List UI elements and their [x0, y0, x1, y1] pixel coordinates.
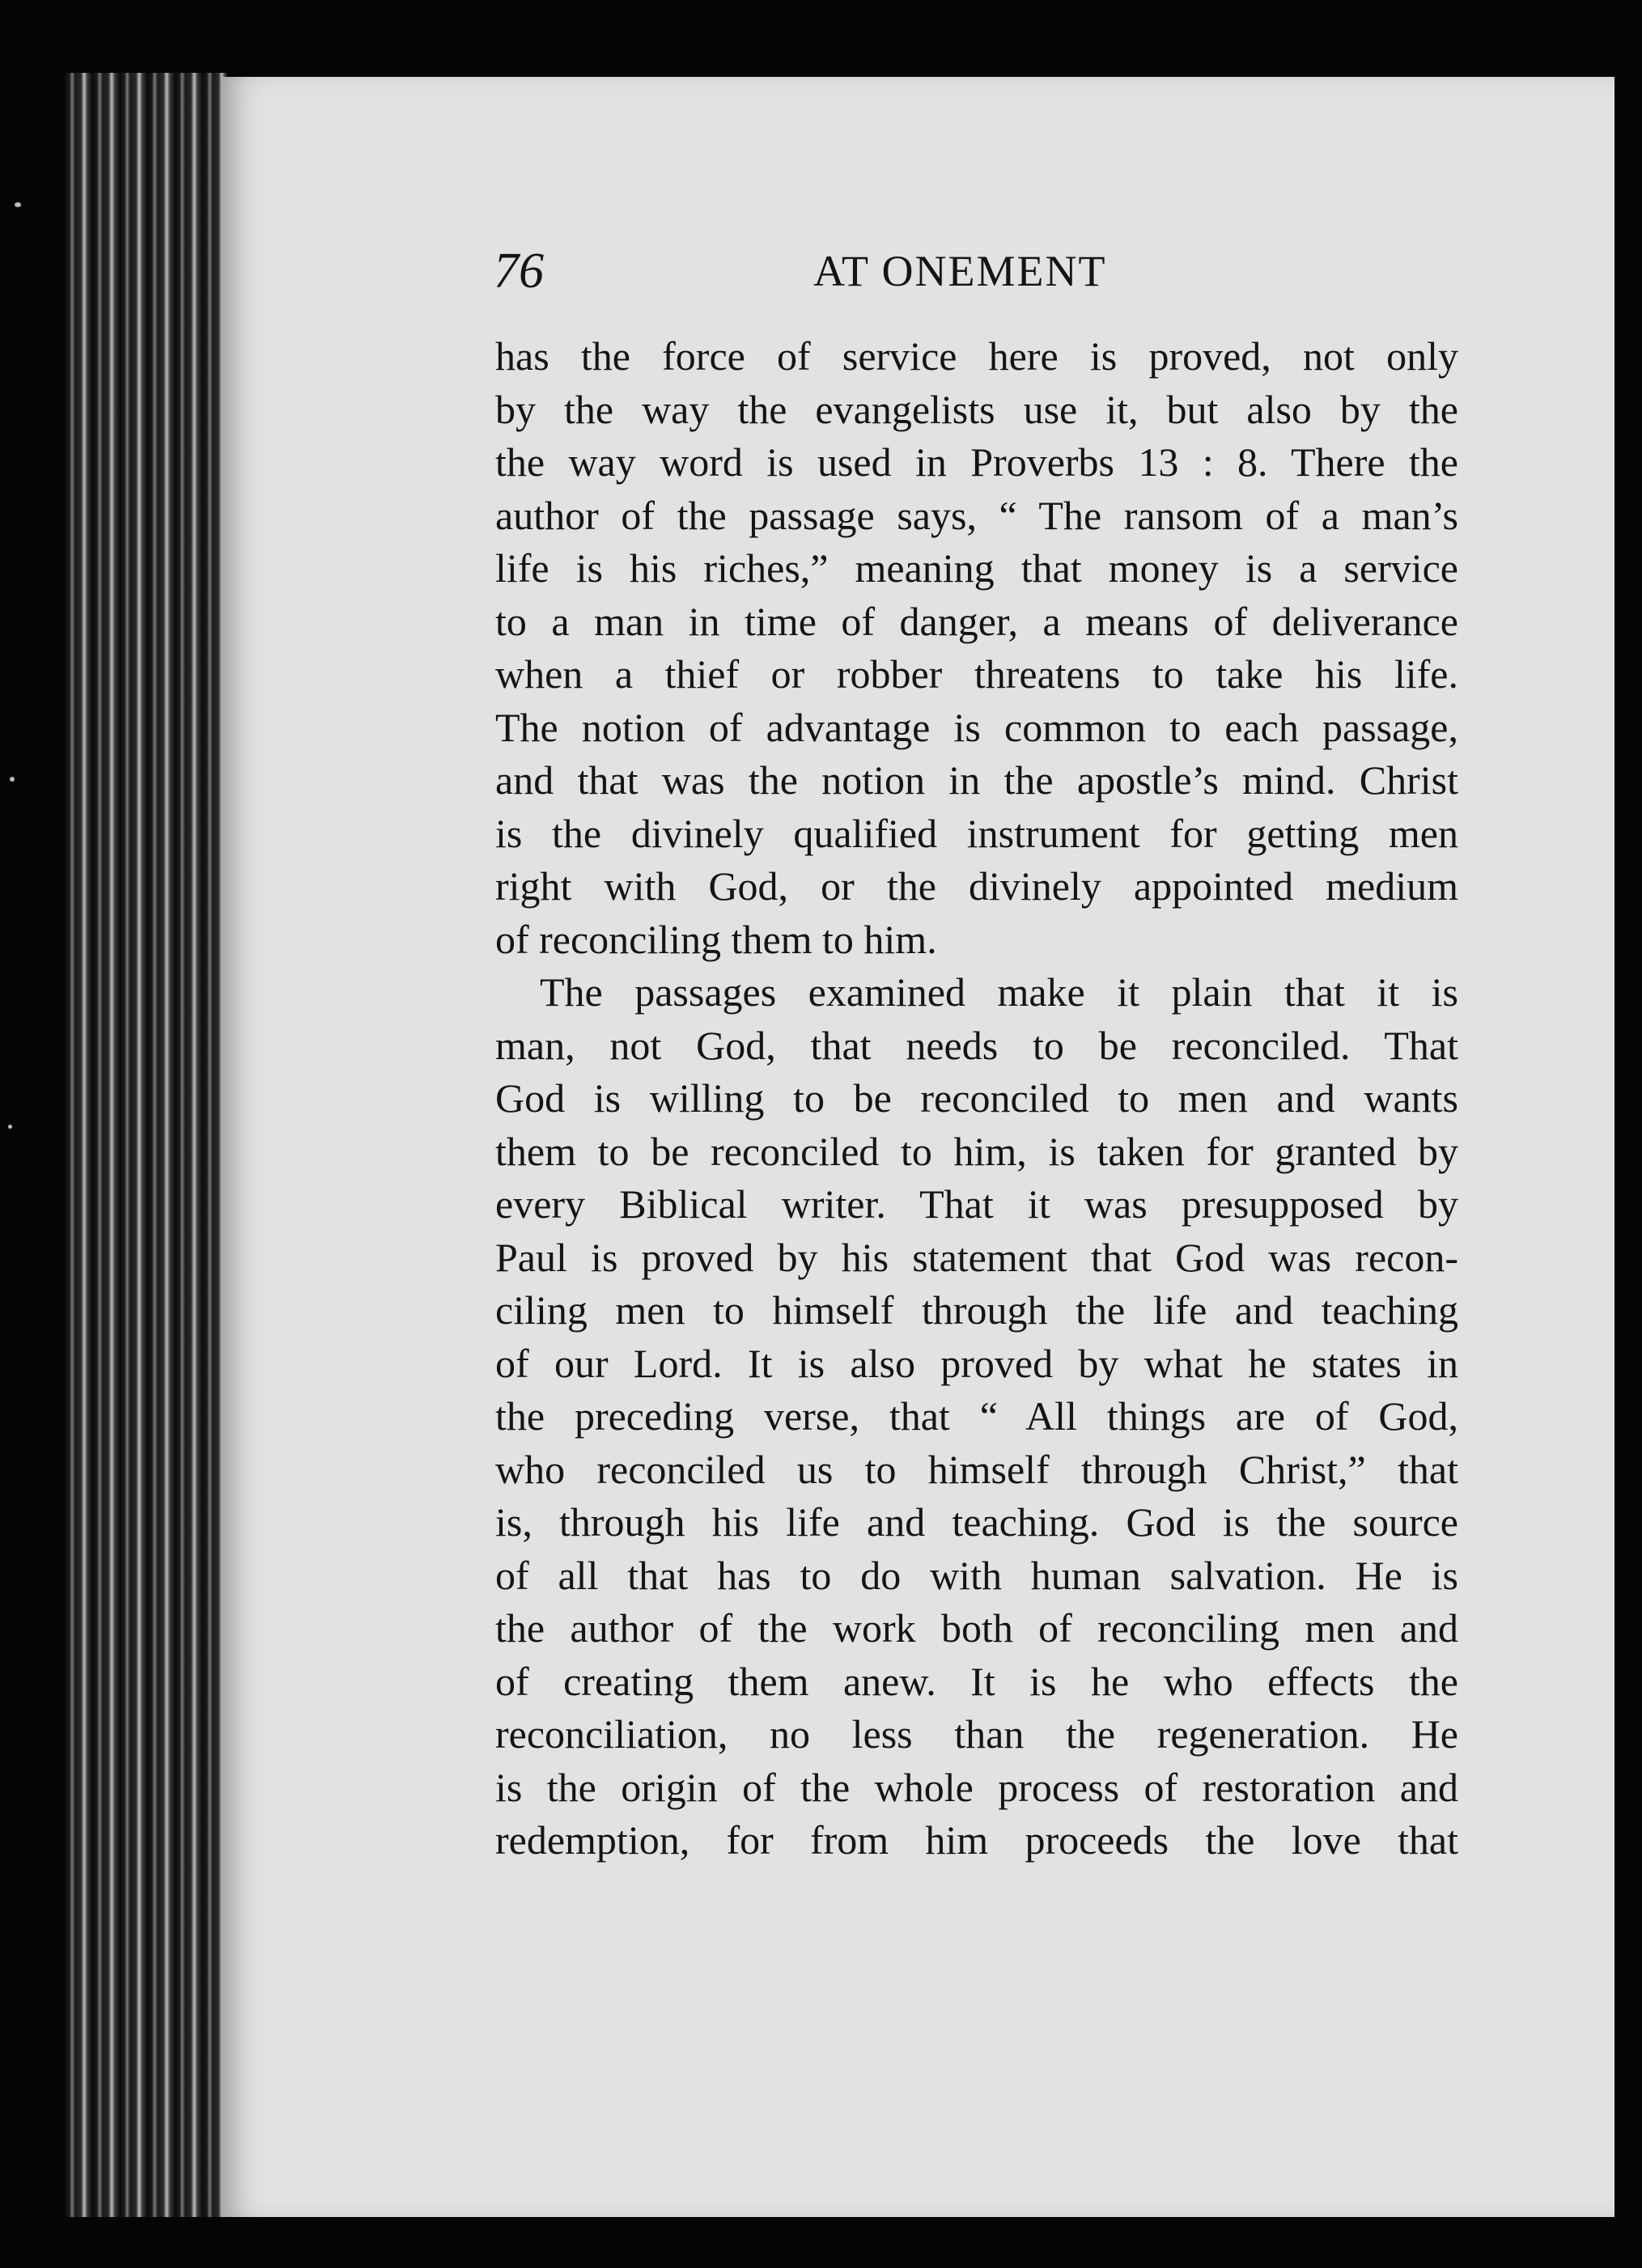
text-line: author of the passage says, “ The ransom of a man’s	[495, 492, 1458, 538]
page-number: 76	[494, 244, 544, 299]
text-line: Paul is proved by his statement that God was recon-	[495, 1234, 1458, 1280]
paragraph	[495, 330, 1458, 966]
body-text	[495, 330, 1458, 1867]
text-line: The notion of advantage is common to each passage,	[495, 704, 1458, 750]
text-line: redemption, for from him proceeds the love that	[495, 1817, 1458, 1863]
text-line: is the origin of the whole process of restoration and	[495, 1764, 1458, 1810]
text-line: by the way the evangelists use it, but also by the	[495, 386, 1458, 432]
text-line: The passages examined make it plain that it is	[540, 969, 1458, 1015]
text-line: them to be reconciled to him, is taken for granted by	[495, 1128, 1458, 1174]
text-line: the way word is used in Proverbs 13 : 8. There the	[495, 439, 1458, 485]
text-line: of reconciling them to him.	[495, 916, 937, 962]
text-line: the author of the work both of reconciling men and	[495, 1605, 1458, 1651]
text-line: of our Lord. It is also proved by what he states in	[495, 1340, 1458, 1386]
text-line: reconciliation, no less than the regeneration. He	[495, 1711, 1458, 1757]
text-line: when a thief or robber threatens to take his life.	[495, 651, 1458, 697]
running-title: AT ONEMENT	[813, 247, 1107, 295]
text-line: the preceding verse, that “ All things are of God,	[495, 1393, 1458, 1439]
text-line: God is willing to be reconciled to men and wants	[495, 1075, 1458, 1121]
text-line: who reconciled us to himself through Christ,” that	[495, 1446, 1458, 1492]
dust-speck	[10, 777, 15, 782]
book-spine	[65, 73, 227, 2217]
text-line: to a man in time of danger, a means of deliverance	[495, 598, 1458, 644]
text-line: has the force of service here is proved, not only	[495, 333, 1458, 379]
text-line: of all that has to do with human salvation. He is	[495, 1552, 1458, 1598]
dust-speck	[8, 1125, 12, 1129]
text-line: of creating them anew. It is he who effects the	[495, 1658, 1458, 1704]
paragraph	[495, 966, 1458, 1867]
text-line: right with God, or the divinely appointed medium	[495, 863, 1458, 909]
dust-speck	[15, 202, 21, 207]
text-line: and that was the notion in the apostle’s mind. Christ	[495, 757, 1458, 803]
running-header	[494, 243, 1457, 307]
text-line: is, through his life and teaching. God is the source	[495, 1499, 1458, 1545]
text-line: ciling men to himself through the life and teaching	[495, 1287, 1458, 1333]
text-line: every Biblical writer. That it was presupposed by	[495, 1181, 1458, 1227]
text-line: is the divinely qualified instrument for getting men	[495, 810, 1458, 856]
text-line: life is his riches,” meaning that money is a service	[495, 545, 1458, 591]
text-line: man, not God, that needs to be reconciled. That	[495, 1022, 1458, 1068]
